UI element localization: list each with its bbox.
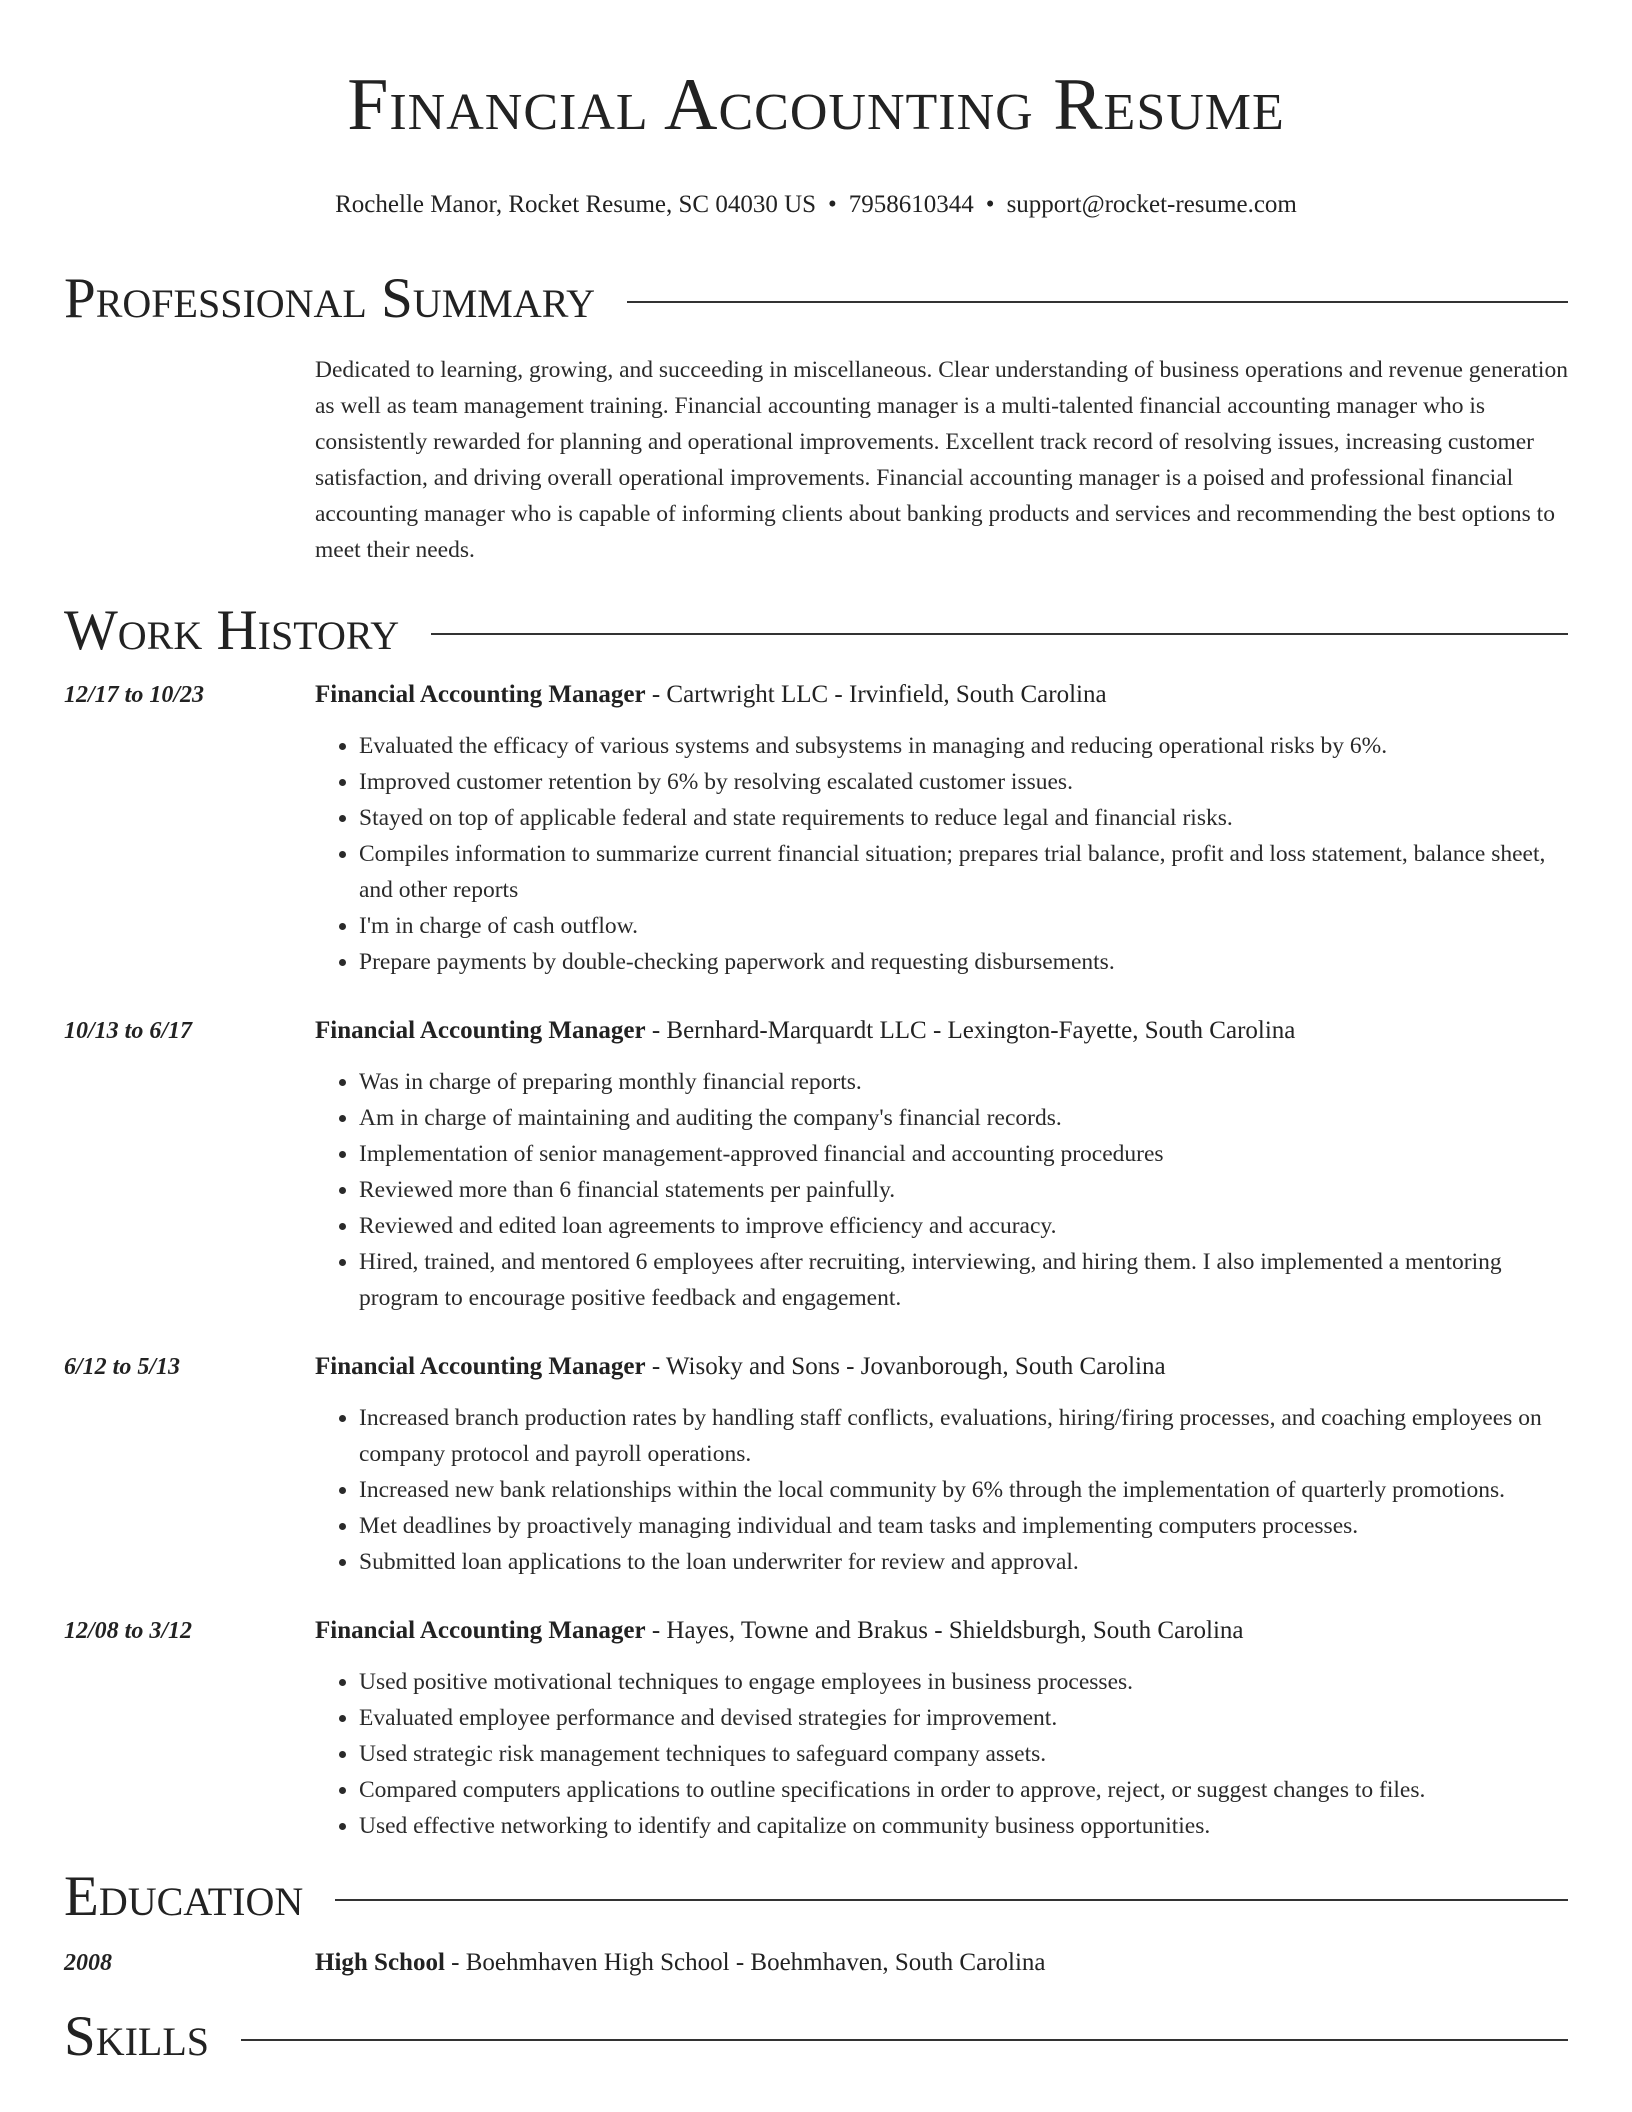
job-company: - Hayes, Towne and Brakus - Shieldsburgh, South Carolina [645,1617,1244,1644]
list-item: • Was in charge of preparing monthly financial reports. [359,1064,1568,1100]
work-history-section [64,596,1568,1844]
job-dates: 12/17 to 10/23 [64,682,205,708]
list-item: • Reviewed and edited loan agreements to improve efficiency and accuracy. [359,1208,1568,1244]
contact-line [64,190,1568,220]
job-bullets [315,1064,1568,1316]
list-item: • Used positive motivational techniques to engage employees in business processes. [359,1664,1568,1700]
list-item: • Met deadlines by proactively managing individual and team tasks and implementing computers processes. [359,1508,1568,1544]
summary-section [64,264,1568,568]
job-bullets [315,1664,1568,1844]
list-item: • Used effective networking to identify and capitalize on community business opportunities. [359,1808,1568,1844]
job-title: Financial Accounting Manager [315,681,646,708]
section-divider [431,633,1568,635]
page-title: Financial Accounting Resume [347,64,1285,146]
job-title: Financial Accounting Manager [315,1353,646,1380]
job-body [315,676,1568,980]
job-company: - Wisoky and Sons - Jovanborough, South Carolina [645,1353,1166,1380]
contact-phone: 7958610344 [848,191,974,218]
list-item: • Prepare payments by double-checking paperwork and requesting disbursements. [359,944,1568,980]
job-heading [315,676,1568,714]
education-heading-line [315,1944,1568,1982]
summary-heading [64,264,1568,334]
job-title: Financial Accounting Manager [315,1017,646,1044]
job-company: - Bernhard-Marquardt LLC - Lexington-Fayette, South Carolina [645,1017,1296,1044]
job-heading [315,1012,1568,1050]
education-body [315,1944,1568,1982]
list-item: • Improved customer retention by 6% by resolving escalated customer issues. [359,764,1568,800]
job-dates: 12/08 to 3/12 [64,1618,193,1644]
job-dates: 10/13 to 6/17 [64,1018,193,1044]
job-body [315,1348,1568,1580]
job-heading [315,1612,1568,1650]
job-body [315,1012,1568,1316]
list-item: • Am in charge of maintaining and auditing the company's financial records. [359,1100,1568,1136]
contact-separator: • [985,191,995,218]
contact-email: support@rocket-resume.com [1006,191,1297,218]
list-item: • I'm in charge of cash outflow. [359,908,1568,944]
list-item: • Hired, trained, and mentored 6 employees after recruiting, interviewing, and hiring them. I also implemented a mentoring program to encourage positive feedback and engagement. [359,1244,1568,1316]
section-divider [335,1899,1568,1901]
section-title-work: Work History [64,599,400,662]
job-entry [64,1612,1568,1844]
job-bullets [315,728,1568,980]
job-entry [64,1348,1568,1580]
list-item: • Evaluated employee performance and devised strategies for improvement. [359,1700,1568,1736]
section-divider [241,2039,1568,2041]
list-item: • Used strategic risk management techniques to safeguard company assets. [359,1736,1568,1772]
job-dates: 6/12 to 5/13 [64,1354,181,1380]
job-company: - Cartwright LLC - Irvinfield, South Carolina [645,681,1107,708]
work-history-heading [64,596,1568,666]
education-degree: High School [315,1949,445,1976]
list-item: • Compared computers applications to outline specifications in order to approve, reject, or suggest changes to files. [359,1772,1568,1808]
education-school: - Boehmhaven High School - Boehmhaven, South Carolina [444,1949,1046,1976]
summary-text: Dedicated to learning, growing, and succeeding in miscellaneous. Clear understanding of business operations and revenue generation as well as team management training. Financial accounting manager is a multi-talented financial accounting manager who is consistently rewarded for planning and operational improvements. Excellent track record of resolving issues, increasing customer satisfaction, and driving overall operational improvements. Financial accounting manager is a poised and professional financial accounting manager who is capable of informing clients about banking products and services and recommending the best options to meet their needs. [315,357,1568,563]
job-heading [315,1348,1568,1386]
skills-section [64,2002,1568,2072]
list-item: • Compiles information to summarize current financial situation; prepares trial balance, profit and loss statement, balance sheet, and other reports [359,836,1568,908]
list-item: • Stayed on top of applicable federal and state requirements to reduce legal and financial risks. [359,800,1568,836]
list-item: • Submitted loan applications to the loan underwriter for review and approval. [359,1544,1568,1580]
job-entry [64,1012,1568,1316]
list-item: • Increased new bank relationships within the local community by 6% through the implementation of quarterly promotions. [359,1472,1568,1508]
section-title-education: Education [64,1865,304,1928]
list-item: • Evaluated the efficacy of various systems and subsystems in managing and reducing operational risks by 6%. [359,728,1568,764]
section-divider [627,301,1568,303]
job-entry [64,676,1568,980]
job-body [315,1612,1568,1844]
list-item: • Implementation of senior management-approved financial and accounting procedures [359,1136,1568,1172]
education-heading [64,1862,1568,1932]
job-title: Financial Accounting Manager [315,1617,646,1644]
section-title-skills: Skills [64,2005,210,2068]
list-item: • Reviewed more than 6 financial statements per painfully. [359,1172,1568,1208]
education-entry [64,1944,1568,1982]
contact-separator: • [828,191,837,218]
contact-address: Rochelle Manor, Rocket Resume, SC 04030 US [335,191,817,218]
skills-heading [64,2002,1568,2072]
list-item: • Increased branch production rates by handling staff conflicts, evaluations, hiring/firing processes, and coaching employees on company protocol and payroll operations. [359,1400,1568,1472]
education-year: 2008 [64,1950,112,1976]
section-title-summary: Professional Summary [64,267,596,330]
education-section [64,1862,1568,1982]
job-bullets [315,1400,1568,1580]
